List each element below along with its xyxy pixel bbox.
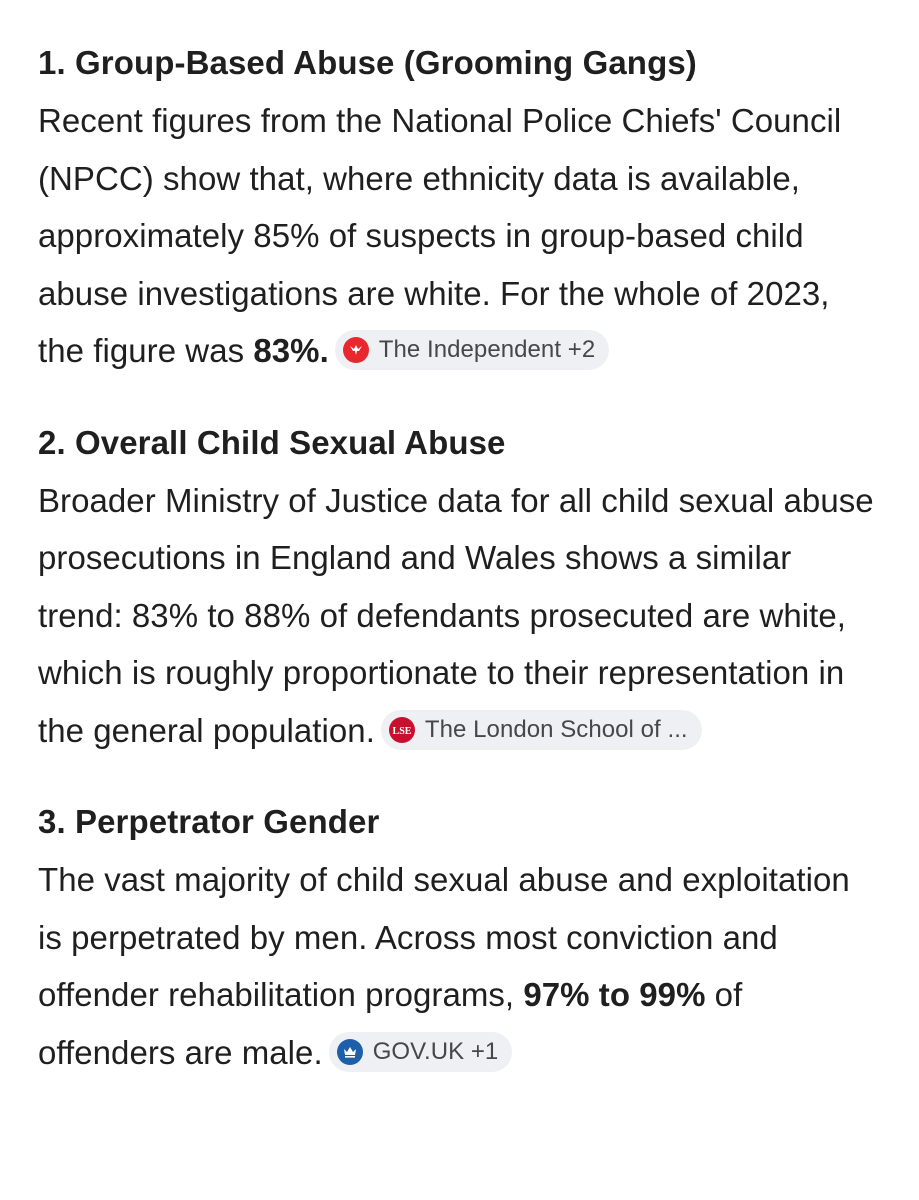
source-chip-label: The Independent +2 <box>378 336 596 364</box>
highlight-figure: 97% to 99% <box>523 976 706 1013</box>
lse-logo-icon <box>389 717 415 743</box>
section-paragraph <box>38 851 881 1081</box>
section-paragraph <box>38 92 881 380</box>
section-heading: 3. Perpetrator Gender <box>38 803 380 840</box>
source-chip-label: GOV.UK +1 <box>372 1037 499 1065</box>
highlight-figure: 83%. <box>253 332 329 369</box>
section-group-based-abuse <box>38 34 881 380</box>
independent-eagle-icon <box>343 337 369 363</box>
paragraph-text-end: of offenders are male. <box>38 976 743 1071</box>
section-paragraph <box>38 472 881 760</box>
source-chip-label: The London School of ... <box>424 715 688 743</box>
svg-text:LSE: LSE <box>392 725 412 737</box>
source-chip-gov-uk[interactable] <box>329 1032 513 1072</box>
gov-uk-crown-icon <box>337 1039 363 1065</box>
paragraph-text: The vast majority of child sexual abuse and exploitation is perpetrated by men. Across most conviction and offender rehabilitation programs, <box>38 861 850 1013</box>
source-chip-independent[interactable] <box>335 330 609 370</box>
paragraph-text: Broader Ministry of Justice data for all child sexual abuse prosecutions in England and Wales shows a similar trend: 83% to 88% of defendants prosecuted are white, which is roughly proportionate to their representation in the general population. <box>38 481 874 749</box>
section-overall-child-sexual-abuse <box>38 414 881 760</box>
source-chip-lse[interactable] <box>381 710 702 750</box>
section-heading: 1. Group-Based Abuse (Grooming Gangs) <box>38 44 697 81</box>
section-perpetrator-gender <box>38 793 881 1081</box>
section-heading: 2. Overall Child Sexual Abuse <box>38 423 506 461</box>
paragraph-text: Recent figures from the National Police Chiefs' Council (NPCC) show that, where ethnicity data is available, approximately 85% of suspects in group-based child abuse investigations are white. For the whole of 2023, the figure was <box>38 102 842 369</box>
